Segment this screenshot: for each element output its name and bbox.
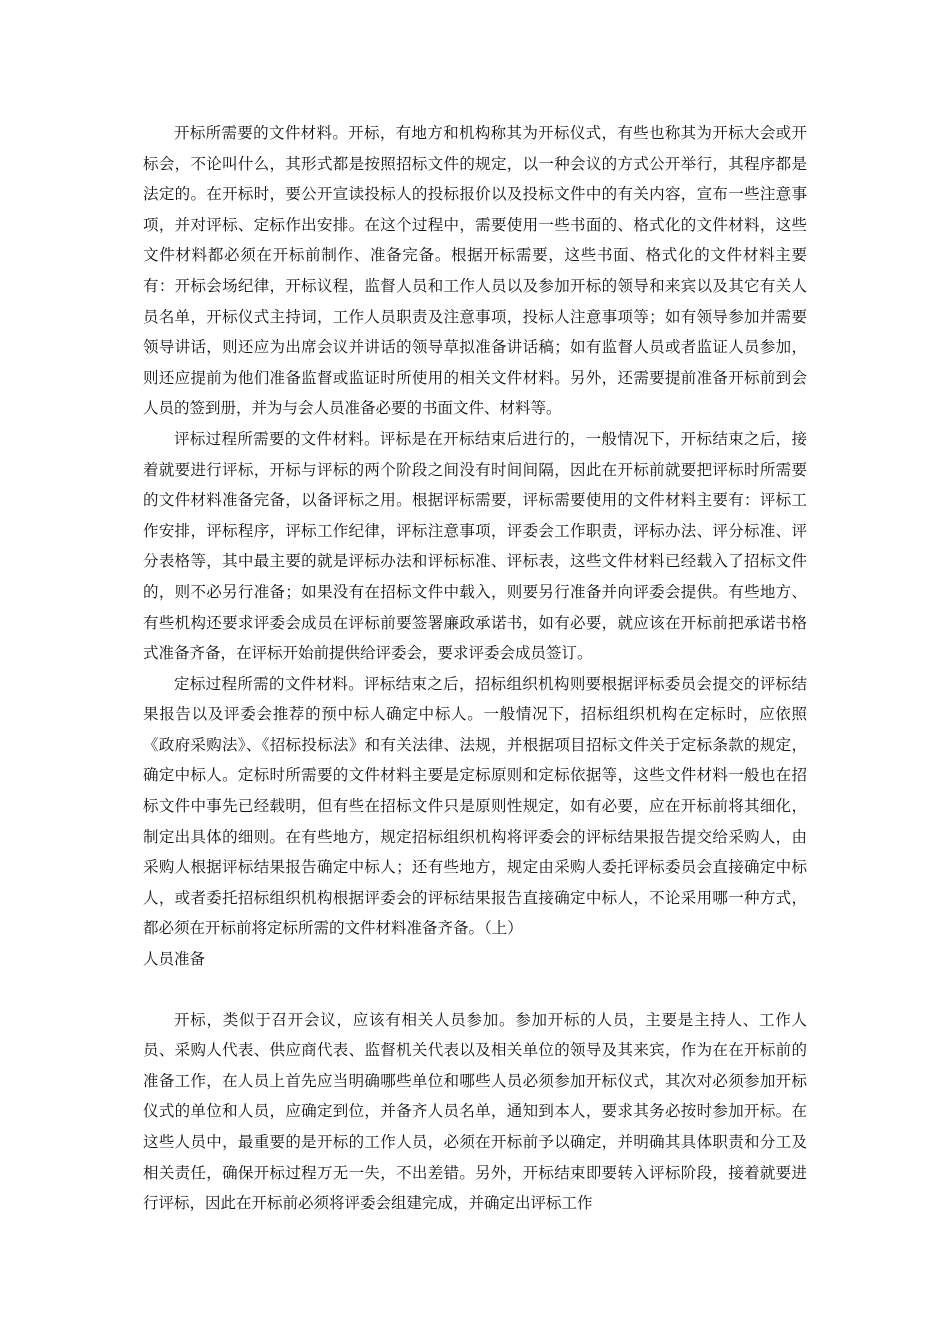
section-spacer <box>143 975 807 1005</box>
document-body <box>143 118 807 1219</box>
paragraph-evaluation-documents: 评标过程所需要的文件材料。评标是在开标结束后进行的，一般情况下，开标结束之后，接着就要进行评标，开标与评标的两个阶段之间没有时间间隔，因此在开标前就要把评标时所需要的文件材料准备完备，以备评标之用。根据评标需要，评标需要使用的文件材料主要有：评标工作安排，评标程序，评标工作纪律，评标注意事项，评委会工作职责，评标办法、评分标准、评分表格等，其中最主要的就是评标办法和评标标准、评标表，这些文件材料已经载入了招标文件的，则不必另行准备；如果没有在招标文件中载入，则要另行准备并向评委会提供。有些地方、有些机构还要求评委会成员在评标前要签署廉政承诺书，如有必要，就应该在开标前把承诺书格式准备齐备，在评标开始前提供给评委会，要求评委会成员签订。 <box>143 429 807 663</box>
paragraph-personnel: 开标，类似于召开会议，应该有相关人员参加。参加开标的人员，主要是主持人、工作人员、采购人代表、供应商代表、监督机关代表以及相关单位的领导及其来宾，作为在在开标前的准备工作，在人员上首先应当明确哪些单位和哪些人员必须参加开标仪式，其次对必须参加开标仪式的单位和人员，应确定到位，并备齐人员名单，通知到本人，要求其务必按时参加开标。在这些人员中，最重要的是开标的工作人员，必须在开标前予以确定，并明确其具体职责和分工及相关责任，确保开标过程万无一失，不出差错。另外，开标结束即要转入评标阶段，接着就要进行评标，因此在开标前必须将评委会组建完成，并确定出评标工作 <box>143 1010 807 1213</box>
paragraph-award-documents: 定标过程所需的文件材料。评标结束之后，招标组织机构则要根据评标委员会提交的评标结果报告以及评委会推荐的预中标人确定中标人。一般情况下，招标组织机构在定标时，应依照《政府采购法》、《招标投标法》和有关法律、法规，并根据项目招标文件关于定标条款的规定，确定中标人。定标时所需要的文件材料主要是定标原则和定标依据等，这些文件材料一般也在招标文件中事先已经载明，但有些在招标文件只是原则性规定，如有必要，应在开标前将其细化，制定出具体的细则。在有些地方，规定招标组织机构将评委会的评标结果报告提交给采购人，由采购人根据评标结果报告确定中标人；还有些地方，规定由采购人委托评标委员会直接确定中标人，或者委托招标组织机构根据评委会的评标结果报告直接确定中标人，不论采用哪一种方式，都必须在开标前将定标所需的文件材料准备齐备。（上） <box>143 674 807 938</box>
section-heading: 人员准备 <box>143 950 206 969</box>
paragraph-opening-documents: 开标所需要的文件材料。开标，有地方和机构称其为开标仪式，有些也称其为开标大会或开标会，不论叫什么，其形式都是按照招标文件的规定，以一种会议的方式公开举行，其程序都是法定的。在开标时，要公开宣读投标人的投标报价以及投标文件中的有关内容，宣布一些注意事项，并对评标、定标作出安排。在这个过程中，需要使用一些书面的、格式化的文件材料，这些文件材料都必须在开标前制作、准备完备。根据开标需要，这些书面、格式化的文件材料主要有：开标会场纪律，开标议程，监督人员和工作人员以及参加开标的领导和来宾以及其它有关人员名单，开标仪式主持词，工作人员职责及注意事项，投标人注意事项等；如有领导参加并需要领导讲话，则还应为出席会议并讲话的领导草拟准备讲话稿；如有监督人员或者监证人员参加，则还应提前为他们准备监督或监证时所使用的相关文件材料。另外，还需要提前准备开标前到会人员的签到册，并为与会人员准备必要的书面文件、材料等。 <box>143 124 807 418</box>
